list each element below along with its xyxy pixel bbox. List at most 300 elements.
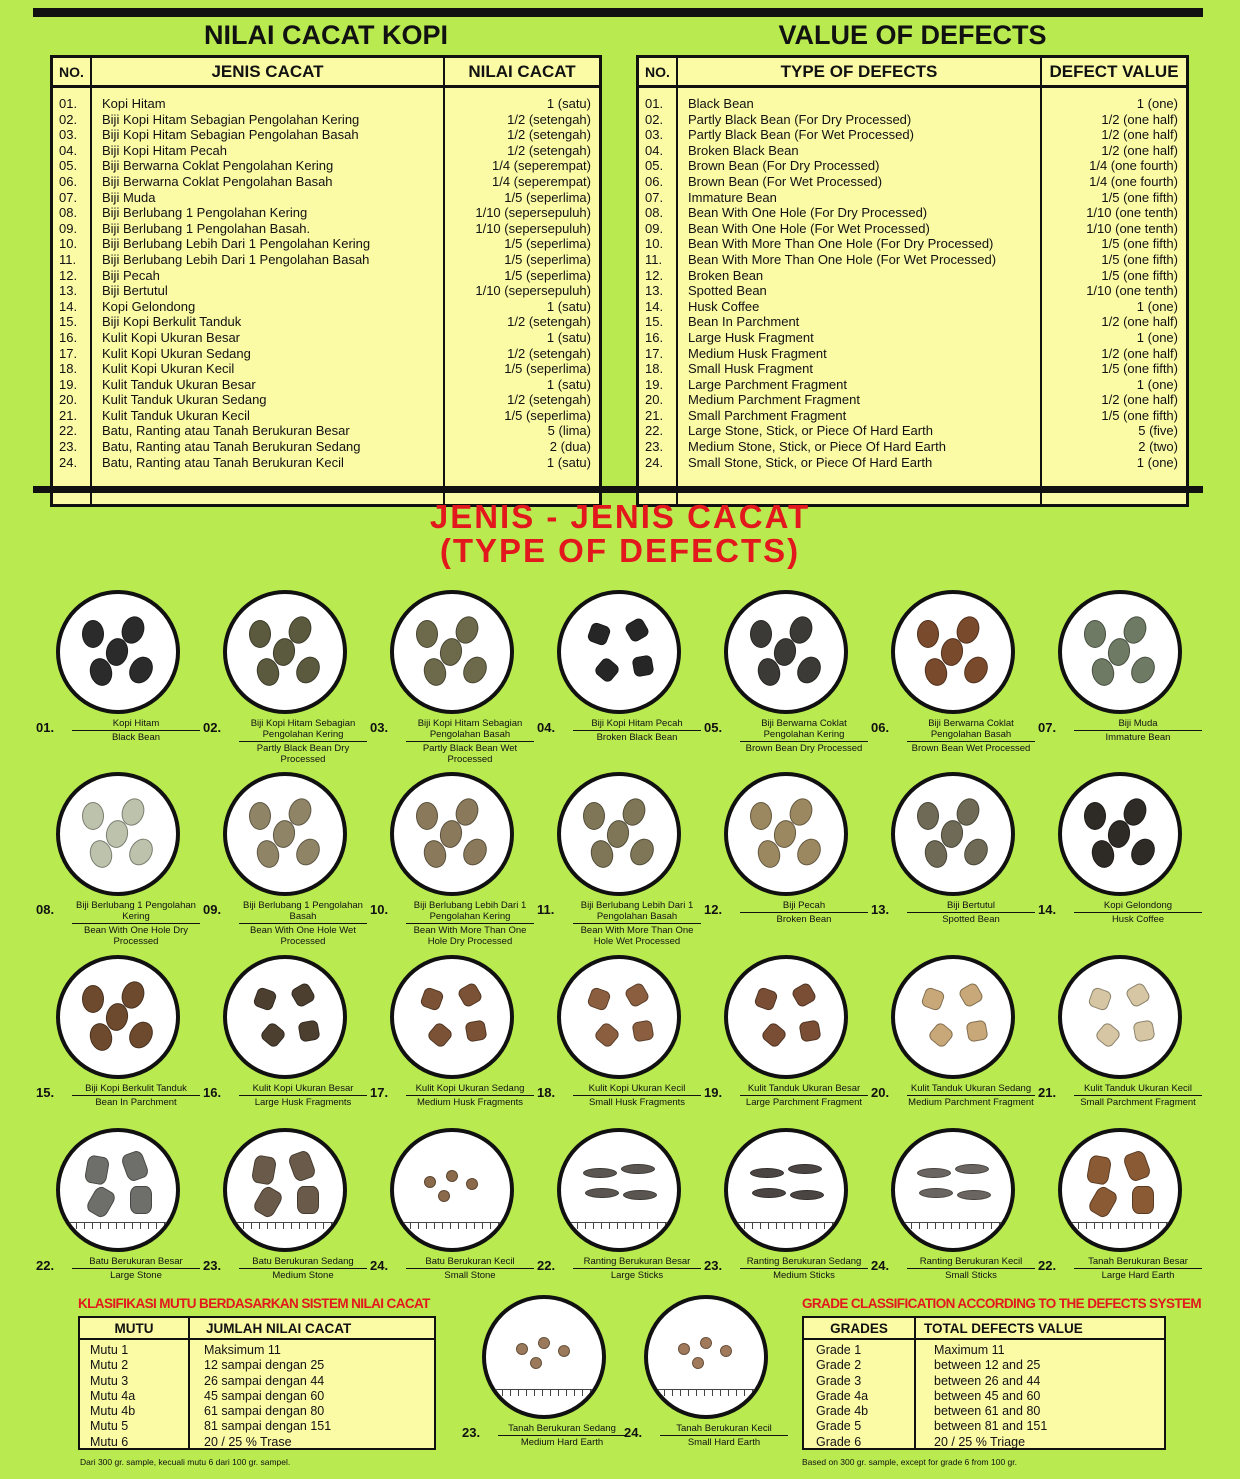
sample-label bbox=[573, 900, 701, 947]
table-cell-type: Immature Bean bbox=[688, 189, 777, 205]
sample-bean-shape bbox=[927, 1021, 955, 1049]
table-cell-grade: Grade 4b bbox=[816, 1404, 869, 1419]
sample-number: 23. bbox=[704, 1258, 723, 1273]
table-cell-value: 1/2 (one half) bbox=[1101, 345, 1178, 361]
sample-name-id: Kulit Kopi Ukuran Sedang bbox=[406, 1083, 534, 1096]
sample-name-en: Husk Coffee bbox=[1111, 914, 1165, 925]
table-cell-value: 1/5 (seperlima) bbox=[504, 189, 591, 205]
grade-id-table bbox=[78, 1316, 436, 1450]
table-cell-value: 81 sampai dengan 151 bbox=[204, 1419, 332, 1434]
sample-bean-shape bbox=[528, 1355, 544, 1371]
sample-name-id: Kopi Hitam bbox=[72, 718, 200, 731]
sample-name-en: Broken Black Bean bbox=[596, 732, 678, 743]
sample-number: 23. bbox=[462, 1425, 481, 1440]
sample-name-id: Batu Berukuran Kecil bbox=[406, 1256, 534, 1269]
grade-en-col-grade bbox=[804, 1340, 914, 1448]
table-cell-type: Biji Bertutul bbox=[102, 283, 168, 299]
table-cell-value: between 45 and 60 bbox=[934, 1388, 1041, 1403]
table-cell-no: 05. bbox=[59, 158, 78, 174]
scale-ruler bbox=[486, 1389, 602, 1401]
grade-en-header-value: TOTAL DEFECTS VALUE bbox=[914, 1318, 1164, 1338]
sample-label bbox=[1074, 900, 1202, 925]
en-header-type: TYPE OF DEFECTS bbox=[676, 58, 1040, 85]
sample-bean-shape bbox=[1086, 1154, 1113, 1185]
sample-bean-shape bbox=[1132, 1019, 1155, 1042]
sample-label bbox=[740, 1256, 868, 1281]
sample-number: 14. bbox=[1038, 902, 1057, 917]
table-cell-value: 1/2 (one half) bbox=[1101, 314, 1178, 330]
table-cell-value: 1/10 (one tenth) bbox=[1086, 283, 1178, 299]
sample-bean-shape bbox=[536, 1335, 551, 1350]
sample-label bbox=[406, 900, 534, 947]
sample-bean-shape bbox=[426, 1021, 454, 1049]
sample-bean-shape bbox=[750, 1168, 784, 1178]
table-cell-no: 05. bbox=[645, 158, 664, 174]
top-divider bbox=[33, 8, 1203, 17]
sample-photo-circle bbox=[724, 955, 848, 1079]
sample-name-id: Tanah Berukuran Sedang bbox=[498, 1423, 626, 1436]
sample-number: 11. bbox=[537, 902, 555, 917]
grade-en-table bbox=[802, 1316, 1166, 1450]
sample-bean-shape bbox=[753, 986, 779, 1012]
sample-bean-shape bbox=[120, 1149, 150, 1183]
sample-bean-shape bbox=[291, 652, 324, 687]
sample-name-en: Large Parchment Fragment bbox=[745, 1097, 863, 1108]
table-cell-type: Biji Berlubang 1 Pengolahan Basah. bbox=[102, 220, 311, 236]
table-cell-value: between 26 and 44 bbox=[934, 1373, 1041, 1388]
sample-bean-shape bbox=[516, 1343, 528, 1355]
id-header-no: NO. bbox=[59, 63, 84, 80]
sample-bean-shape bbox=[631, 1019, 654, 1042]
table-cell-type: Biji Kopi Berkulit Tanduk bbox=[102, 314, 242, 330]
sample-name-en: Large Stone bbox=[110, 1270, 162, 1281]
sample-number: 22. bbox=[1038, 1258, 1057, 1273]
table-cell-type: Bean With More Than One Hole (For Wet Processed) bbox=[688, 251, 997, 267]
sample-photo-circle bbox=[223, 590, 347, 714]
table-cell-no: 06. bbox=[645, 173, 664, 189]
sample-label bbox=[1074, 718, 1202, 743]
table-cell-no: 21. bbox=[59, 407, 78, 423]
table-cell-no: 02. bbox=[645, 111, 664, 127]
sample-name-id: Biji Berlubang 1 Pengolahan Kering bbox=[72, 900, 200, 924]
sample-label bbox=[498, 1423, 626, 1448]
sample-number: 04. bbox=[537, 720, 556, 735]
sample-label bbox=[907, 718, 1035, 754]
table-cell-type: Bean In Parchment bbox=[688, 314, 800, 330]
table-cell-value: 1 (satu) bbox=[546, 329, 591, 345]
sample-bean-shape bbox=[82, 985, 104, 1013]
sample-label bbox=[740, 1083, 868, 1108]
sample-bean-shape bbox=[124, 652, 157, 687]
table-cell-value: 1/5 (one fifth) bbox=[1101, 407, 1178, 423]
table-cell-no: 04. bbox=[59, 142, 78, 158]
table-cell-grade: Mutu 1 bbox=[90, 1343, 129, 1357]
sample-name-en: Bean With One Hole Dry Processed bbox=[83, 925, 188, 947]
table-cell-type: Partly Black Bean (For Dry Processed) bbox=[688, 111, 912, 127]
sample-bean-shape bbox=[130, 1186, 152, 1214]
sample-bean-shape bbox=[719, 1344, 733, 1358]
table-cell-type: Biji Muda bbox=[102, 189, 156, 205]
table-cell-type: Large Parchment Fragment bbox=[688, 376, 847, 392]
sample-name-id: Ranting Berukuran Kecil bbox=[907, 1256, 1035, 1269]
table-cell-type: Biji Kopi Hitam Sebagian Pengolahan Basah bbox=[102, 127, 359, 143]
id-defect-table bbox=[50, 55, 602, 507]
table-cell-type: Medium Stone, Stick, or Piece Of Hard Earth bbox=[688, 439, 946, 455]
table-cell-no: 08. bbox=[59, 205, 78, 221]
sample-number: 02. bbox=[203, 720, 222, 735]
table-cell-no: 04. bbox=[645, 142, 664, 158]
sample-label bbox=[907, 1256, 1035, 1281]
grade-id-header-grade: MUTU bbox=[114, 1320, 154, 1336]
sample-number: 19. bbox=[704, 1085, 723, 1100]
sample-bean-shape bbox=[1086, 1184, 1119, 1219]
sample-bean-shape bbox=[955, 1164, 989, 1174]
table-cell-value: 1/5 (one fifth) bbox=[1101, 236, 1178, 252]
sample-photo-circle bbox=[390, 772, 514, 896]
sample-photo-circle bbox=[223, 955, 347, 1079]
table-cell-no: 20. bbox=[645, 392, 664, 408]
sample-number: 05. bbox=[704, 720, 723, 735]
table-cell-no: 20. bbox=[59, 392, 78, 408]
sample-name-en: Brown Bean Dry Processed bbox=[745, 743, 863, 754]
sample-photo-circle bbox=[390, 1128, 514, 1252]
sample-number: 20. bbox=[871, 1085, 890, 1100]
table-cell-value: 45 sampai dengan 60 bbox=[204, 1388, 325, 1403]
table-cell-value: 61 sampai dengan 80 bbox=[204, 1404, 325, 1419]
sample-label bbox=[239, 900, 367, 947]
sample-bean-shape bbox=[917, 620, 939, 648]
table-cell-grade: Mutu 4b bbox=[90, 1404, 136, 1419]
sample-bean-shape bbox=[750, 620, 772, 648]
sample-bean-shape bbox=[959, 834, 992, 869]
table-cell-type: Kulit Kopi Ukuran Sedang bbox=[102, 345, 251, 361]
table-cell-type: Spotted Bean bbox=[688, 283, 767, 299]
sample-label bbox=[406, 718, 534, 765]
sample-bean-shape bbox=[456, 981, 483, 1008]
table-cell-no: 10. bbox=[59, 236, 78, 252]
table-cell-no: 17. bbox=[59, 345, 78, 361]
sample-name-en: Medium Parchment Fragment bbox=[908, 1097, 1034, 1108]
sample-label bbox=[72, 900, 200, 947]
sample-name-en: Partly Black Bean Wet Processed bbox=[422, 743, 518, 765]
sample-bean-shape bbox=[585, 1188, 619, 1198]
sample-bean-shape bbox=[1087, 986, 1113, 1012]
sample-bean-shape bbox=[458, 652, 491, 687]
sample-bean-shape bbox=[798, 1019, 821, 1042]
sample-photo-circle bbox=[1058, 955, 1182, 1079]
sample-bean-shape bbox=[623, 1190, 657, 1200]
table-cell-grade: Grade 6 bbox=[816, 1434, 862, 1449]
sample-number: 15. bbox=[36, 1085, 55, 1100]
sample-label bbox=[740, 718, 868, 754]
sample-name-id: Biji Berlubang 1 Pengolahan Basah bbox=[239, 900, 367, 924]
table-cell-grade: Mutu 5 bbox=[90, 1419, 129, 1434]
sample-name-en: Partly Black Bean Dry Processed bbox=[256, 743, 350, 765]
table-cell-type: Partly Black Bean (For Wet Processed) bbox=[688, 127, 914, 143]
sample-number: 17. bbox=[370, 1085, 389, 1100]
sample-bean-shape bbox=[249, 802, 271, 830]
sample-label bbox=[1074, 1256, 1202, 1281]
sample-name-en: Large Husk Fragments bbox=[254, 1097, 352, 1108]
scale-ruler bbox=[728, 1222, 844, 1234]
table-cell-grade: Grade 3 bbox=[816, 1373, 862, 1388]
en-table-title: VALUE OF DEFECTS bbox=[778, 20, 1047, 50]
table-cell-value: 1/5 (one fifth) bbox=[1101, 361, 1178, 377]
sample-bean-shape bbox=[586, 986, 612, 1012]
sample-bean-shape bbox=[790, 1190, 824, 1200]
sample-bean-shape bbox=[557, 1344, 571, 1358]
table-cell-no: 13. bbox=[645, 283, 664, 299]
table-cell-value: 2 (dua) bbox=[549, 439, 591, 455]
sample-label bbox=[573, 1083, 701, 1108]
sample-label bbox=[72, 718, 200, 743]
table-cell-no: 01. bbox=[645, 96, 664, 111]
table-cell-type: Small Parchment Fragment bbox=[688, 407, 847, 423]
table-cell-type: Batu, Ranting atau Tanah Berukuran Sedang bbox=[102, 439, 361, 455]
sample-bean-shape bbox=[965, 1019, 988, 1042]
table-cell-type: Kulit Kopi Ukuran Besar bbox=[102, 329, 241, 345]
table-cell-type: Brown Bean (For Wet Processed) bbox=[688, 173, 883, 189]
sample-name-en: Large Hard Earth bbox=[1101, 1270, 1175, 1281]
table-cell-grade: Grade 4a bbox=[816, 1388, 869, 1403]
sample-name-en: Brown Bean Wet Processed bbox=[911, 743, 1031, 754]
sample-number: 01. bbox=[36, 720, 55, 735]
sample-bean-shape bbox=[259, 1021, 287, 1049]
sample-number: 24. bbox=[624, 1425, 643, 1440]
sample-number: 13. bbox=[871, 902, 890, 917]
table-cell-type: Biji Berlubang Lebih Dari 1 Pengolahan Kering bbox=[102, 236, 371, 252]
table-cell-value: 1/5 (seperlima) bbox=[504, 267, 591, 283]
table-cell-no: 11. bbox=[645, 251, 663, 267]
table-cell-no: 12. bbox=[645, 267, 664, 283]
table-cell-value: 26 sampai dengan 44 bbox=[204, 1373, 325, 1388]
table-cell-type: Kopi Hitam bbox=[102, 96, 166, 111]
table-cell-type: Biji Kopi Hitam Sebagian Pengolahan Kering bbox=[102, 111, 360, 127]
id-col-value bbox=[443, 88, 599, 504]
table-cell-no: 21. bbox=[645, 407, 664, 423]
scale-ruler bbox=[394, 1222, 510, 1234]
sample-bean-shape bbox=[593, 1021, 621, 1049]
en-col-type bbox=[676, 88, 1040, 504]
table-cell-value: 1/4 (seperempat) bbox=[492, 173, 591, 189]
table-cell-value: 5 (five) bbox=[1138, 423, 1178, 439]
sample-bean-shape bbox=[917, 1168, 951, 1178]
sample-name-id: Ranting Berukuran Besar bbox=[573, 1256, 701, 1269]
table-cell-no: 02. bbox=[59, 111, 78, 127]
sample-name-en: Spotted Bean bbox=[942, 914, 1000, 925]
sample-bean-shape bbox=[623, 981, 650, 1008]
table-cell-value: 1 (one) bbox=[1136, 96, 1178, 111]
sample-number: 10. bbox=[370, 902, 389, 917]
sample-bean-shape bbox=[416, 802, 438, 830]
sample-name-en: Large Sticks bbox=[610, 1270, 664, 1281]
sample-name-en: Bean With One Hole Wet Processed bbox=[250, 925, 356, 947]
sample-bean-shape bbox=[792, 834, 825, 869]
table-cell-no: 09. bbox=[59, 220, 78, 236]
sample-label bbox=[72, 1083, 200, 1108]
table-cell-no: 17. bbox=[645, 345, 664, 361]
grade-en-col-value bbox=[914, 1340, 1164, 1448]
table-cell-value: 1/2 (one half) bbox=[1101, 392, 1178, 408]
scale-ruler bbox=[895, 1222, 1011, 1234]
sample-name-id: Batu Berukuran Sedang bbox=[239, 1256, 367, 1269]
sample-name-id: Batu Berukuran Besar bbox=[72, 1256, 200, 1269]
sample-label bbox=[72, 1256, 200, 1281]
sample-bean-shape bbox=[444, 1168, 459, 1183]
table-cell-value: 1/10 (one tenth) bbox=[1086, 220, 1178, 236]
en-col-value bbox=[1040, 88, 1186, 504]
sample-bean-shape bbox=[1126, 834, 1159, 869]
sample-name-en: Bean With More Than One Hole Wet Processed bbox=[580, 925, 694, 947]
sample-number: 22. bbox=[537, 1258, 556, 1273]
table-cell-no: 16. bbox=[59, 329, 78, 345]
table-cell-type: Biji Berwarna Coklat Pengolahan Basah bbox=[102, 173, 333, 189]
table-cell-no: 15. bbox=[645, 314, 664, 330]
sample-name-en: Immature Bean bbox=[1105, 732, 1171, 743]
sample-name-en: Medium Stone bbox=[272, 1270, 334, 1281]
sample-label bbox=[907, 900, 1035, 925]
sample-label bbox=[740, 900, 868, 925]
sample-bean-shape bbox=[124, 834, 157, 869]
sample-name-id: Kopi Gelondong bbox=[1074, 900, 1202, 913]
table-cell-no: 13. bbox=[59, 283, 78, 299]
table-cell-value: 1 (satu) bbox=[546, 454, 591, 470]
table-cell-no: 14. bbox=[645, 298, 664, 314]
table-cell-type: Broken Bean bbox=[688, 267, 764, 283]
sample-bean-shape bbox=[957, 981, 984, 1008]
table-cell-no: 07. bbox=[59, 189, 78, 205]
table-cell-type: Biji Pecah bbox=[102, 267, 160, 283]
sample-bean-shape bbox=[631, 654, 654, 677]
sample-photo-circle bbox=[1058, 772, 1182, 896]
sample-name-en: Small Sticks bbox=[945, 1270, 997, 1281]
sample-bean-shape bbox=[297, 1019, 320, 1042]
sample-label bbox=[406, 1083, 534, 1108]
sample-name-id: Biji Kopi Hitam Pecah bbox=[573, 718, 701, 731]
grade-id-col-grade bbox=[80, 1340, 188, 1448]
sample-name-en: Bean In Parchment bbox=[95, 1097, 177, 1108]
sample-bean-shape bbox=[625, 834, 658, 869]
sample-name-en: Medium Sticks bbox=[773, 1270, 835, 1281]
table-cell-type: Biji Berwarna Coklat Pengolahan Kering bbox=[102, 158, 334, 174]
sample-photo-circle bbox=[891, 772, 1015, 896]
sample-name-en: Small Husk Fragments bbox=[588, 1097, 686, 1108]
sample-name-en: Black Bean bbox=[111, 732, 161, 743]
sample-bean-shape bbox=[917, 802, 939, 830]
table-cell-no: 06. bbox=[59, 173, 78, 189]
scale-ruler bbox=[227, 1222, 343, 1234]
sample-name-en: Small Parchment Fragment bbox=[1080, 1097, 1196, 1108]
sample-label bbox=[573, 1256, 701, 1281]
table-cell-type: Medium Husk Fragment bbox=[688, 345, 827, 361]
sample-bean-shape bbox=[1094, 1021, 1122, 1049]
sample-bean-shape bbox=[621, 1164, 655, 1174]
id-col-no bbox=[53, 88, 90, 504]
sample-bean-shape bbox=[623, 616, 650, 643]
sample-number: 06. bbox=[871, 720, 890, 735]
sample-name-id: Biji Kopi Hitam Sebagian Pengolahan Kering bbox=[239, 718, 367, 742]
sample-name-en: Medium Hard Earth bbox=[520, 1437, 604, 1448]
sample-label bbox=[660, 1423, 788, 1448]
sample-label bbox=[239, 1256, 367, 1281]
sample-bean-shape bbox=[586, 621, 612, 647]
id-col-type bbox=[90, 88, 443, 504]
sample-name-id: Tanah Berukuran Kecil bbox=[660, 1423, 788, 1436]
sample-bean-shape bbox=[84, 1154, 111, 1185]
table-cell-no: 08. bbox=[645, 205, 664, 221]
table-cell-grade: Mutu 3 bbox=[90, 1373, 129, 1388]
table-cell-value: 1/5 (seperlima) bbox=[504, 251, 591, 267]
table-cell-no: 03. bbox=[59, 127, 78, 143]
table-cell-value: 1/5 (one fifth) bbox=[1101, 251, 1178, 267]
table-cell-no: 16. bbox=[645, 329, 664, 345]
sample-number: 09. bbox=[203, 902, 222, 917]
en-header-value: DEFECT VALUE bbox=[1040, 58, 1186, 85]
sample-name-id: Biji Kopi Berkulit Tanduk bbox=[72, 1083, 200, 1096]
sample-photo-circle bbox=[557, 590, 681, 714]
table-cell-value: 1 (one) bbox=[1136, 329, 1178, 345]
table-cell-type: Large Husk Fragment bbox=[688, 329, 814, 345]
table-cell-value: Maksimum 11 bbox=[204, 1343, 281, 1357]
table-cell-value: 1 (satu) bbox=[546, 298, 591, 314]
sample-photo-circle bbox=[724, 772, 848, 896]
table-cell-no: 24. bbox=[59, 454, 78, 470]
table-cell-no: 23. bbox=[645, 439, 664, 455]
scale-ruler bbox=[60, 1222, 176, 1234]
table-cell-type: Batu, Ranting atau Tanah Berukuran Kecil bbox=[102, 454, 344, 470]
table-cell-value: 1/5 (one fifth) bbox=[1101, 189, 1178, 205]
sample-photo-circle bbox=[223, 1128, 347, 1252]
en-defect-table bbox=[636, 55, 1189, 507]
table-cell-type: Bean With One Hole (For Wet Processed) bbox=[688, 220, 930, 236]
table-cell-type: Black Bean bbox=[688, 96, 754, 111]
table-cell-value: 1/2 (setengah) bbox=[507, 392, 591, 408]
sample-name-id: Tanah Berukuran Besar bbox=[1074, 1256, 1202, 1269]
table-cell-grade: Mutu 4a bbox=[90, 1388, 136, 1403]
sample-photo-circle bbox=[482, 1295, 606, 1419]
sample-bean-shape bbox=[124, 1017, 157, 1052]
sample-bean-shape bbox=[792, 652, 825, 687]
table-cell-value: 1/4 (seperempat) bbox=[492, 158, 591, 174]
table-cell-type: Large Stone, Stick, or Piece Of Hard Earth bbox=[688, 423, 933, 439]
table-cell-value: 1/2 (setengah) bbox=[507, 111, 591, 127]
sample-photo-circle bbox=[891, 590, 1015, 714]
sample-bean-shape bbox=[583, 1168, 617, 1178]
sample-number: 03. bbox=[370, 720, 389, 735]
sample-bean-shape bbox=[698, 1335, 713, 1350]
sample-name-id: Kulit Tanduk Ukuran Besar bbox=[740, 1083, 868, 1096]
table-cell-value: 1/2 (one half) bbox=[1101, 111, 1178, 127]
sample-bean-shape bbox=[297, 1186, 319, 1214]
sample-number: 23. bbox=[203, 1258, 222, 1273]
sample-bean-shape bbox=[465, 1177, 479, 1191]
sample-photo-circle bbox=[1058, 590, 1182, 714]
table-cell-type: Kulit Kopi Ukuran Kecil bbox=[102, 361, 235, 377]
table-cell-value: 2 (two) bbox=[1138, 439, 1178, 455]
sample-name-id: Biji Berwarna Coklat Pengolahan Kering bbox=[740, 718, 868, 742]
sample-number: 24. bbox=[370, 1258, 389, 1273]
sample-bean-shape bbox=[251, 1184, 284, 1219]
sample-photo-circle bbox=[223, 772, 347, 896]
table-cell-value: 1/2 (setengah) bbox=[507, 345, 591, 361]
table-cell-value: 1/5 (seperlima) bbox=[504, 361, 591, 377]
table-cell-value: 1/5 (one fifth) bbox=[1101, 267, 1178, 283]
sample-bean-shape bbox=[464, 1019, 487, 1042]
sample-photo-circle bbox=[56, 955, 180, 1079]
sample-number: 21. bbox=[1038, 1085, 1057, 1100]
sample-photo-circle bbox=[557, 955, 681, 1079]
sample-name-id: Kulit Kopi Ukuran Besar bbox=[239, 1083, 367, 1096]
